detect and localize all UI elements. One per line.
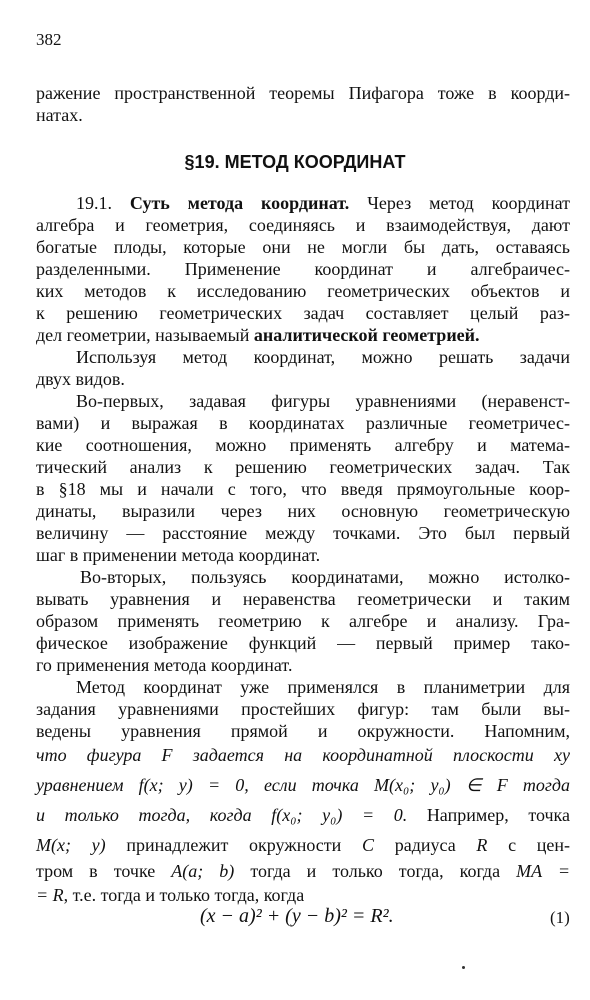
p1-line-6: к решению геометрических задач составляет целый раз-	[36, 303, 570, 323]
intro-line-1: ражение пространственной теоремы Пифагора тоже в коорди-	[36, 83, 570, 103]
p5-line-1: Метод координат уже применялся в планиметрии для	[76, 677, 570, 697]
p2-line-1: Используя метод координат, можно решать задачи	[76, 347, 570, 367]
p3-line-3: кие соотношения, можно применять алгебру и матема-	[36, 435, 570, 455]
p5-trom-v-tochke: тром в точке	[36, 861, 156, 881]
p1-line-3: богатые плоды, которые они не могли бы дать, оставаясь	[36, 237, 570, 257]
formula-m-in-f: M(x₀; y₀) ∈ F	[374, 775, 508, 795]
page-number: 382	[36, 30, 62, 49]
p4-line-5: го применения метода координат.	[36, 655, 293, 675]
p5-line-6	[36, 804, 570, 826]
p3-line-7: величину — расстояние между точками. Это был первый	[36, 523, 570, 543]
intro-line-2: натах.	[36, 105, 83, 125]
p5-italic-line-1: что фигура F задается на координатной плоскости xy	[36, 745, 570, 765]
p3-line-8: шаг в применении метода координат.	[36, 545, 321, 565]
formula-a-ab: A(a; b)	[171, 861, 235, 881]
p1-last-text: дел геометрии, называемый	[36, 325, 254, 345]
symbol-c: C	[362, 835, 375, 855]
formula-r: = R	[36, 885, 64, 905]
p5-line-3: ведены уравнения прямой и окружности. Напомним,	[36, 721, 570, 741]
p5-i-tolko: и только тогда, когда	[36, 805, 252, 825]
p1-line1-rest: Через метод координат	[367, 193, 571, 213]
p3-line-4: тический анализ к решению геометрических задач. Так	[36, 457, 570, 477]
formula-f-xy: f(x; y) = 0,	[138, 775, 249, 795]
p5-togda: тогда	[522, 775, 571, 795]
p1-title: Суть метода координат.	[129, 193, 350, 213]
circle-equation: (x − a)² + (y − b)² = R².	[200, 905, 394, 927]
p5-togda-i-tolko: тогда и только тогда, когда	[250, 861, 501, 881]
p4-line-4: фическое изображение функций — первый пример тако-	[36, 633, 570, 653]
p5-esli-tochka: если точка	[263, 775, 359, 795]
p5-prinadlezhit: принадлежит окружности	[126, 835, 342, 855]
p5-radiusa: радиуса	[394, 835, 456, 855]
p2-line-2: двух видов.	[36, 369, 125, 389]
p1-last-bold: аналитической геометрией.	[253, 325, 480, 345]
p5-te-togda: , т.е. тогда и только тогда, когда	[63, 885, 305, 905]
p1-line-2: алгебра и геометрия, соединяясь и взаимодействуя, дают	[36, 215, 570, 235]
p1-line-7	[36, 324, 570, 346]
formula-ma: MA =	[516, 861, 570, 881]
p5-uravneniem: уравнением	[36, 775, 124, 795]
p5-line-5	[36, 774, 570, 796]
section-heading: §19. МЕТОД КООРДИНАТ	[184, 152, 406, 172]
print-mark	[462, 966, 465, 969]
symbol-r: R	[476, 835, 488, 855]
p5-line-8	[36, 860, 570, 882]
p3-line-1: Во-первых, задавая фигуры уравнениями (неравенст-	[76, 391, 570, 411]
p5-line-7	[36, 834, 570, 856]
p1-line-1	[76, 192, 570, 214]
p4-line-2: вывать уравнения и неравенства геометрически и таким	[36, 589, 570, 609]
p1-line-4: разделенными. Применение координат и алгебраичес-	[36, 259, 570, 279]
p5-naprimer: Например, точка	[426, 805, 570, 825]
equation-number: (1)	[550, 908, 570, 927]
p4-line-1: Во-вторых, пользуясь координатами, можно истолко-	[80, 567, 570, 587]
p5-s-cen: с цен-	[508, 835, 571, 855]
p1-line-5: ких методов к исследованию геометрических объектов и	[36, 281, 570, 301]
p4-line-3: образом применять геометрию к алгебре и анализу. Гра-	[36, 611, 570, 631]
p3-line-6: динаты, выразили через них основную геометрическую	[36, 501, 570, 521]
formula-m-xy: M(x; y)	[36, 835, 106, 855]
p1-lead: 19.1.	[76, 193, 112, 213]
p3-line-2: вами) и выражая в координатах различные геометричес-	[36, 413, 570, 433]
p5-line-2: задания уравнениями простейших фигур: там были вы-	[36, 699, 570, 719]
p3-line-5: в §18 мы и начали с того, что введя прямоугольные коор-	[36, 479, 570, 499]
formula-f-x0y0: f(x₀; y₀) = 0.	[271, 805, 408, 825]
p5-line-9-final	[36, 884, 570, 906]
